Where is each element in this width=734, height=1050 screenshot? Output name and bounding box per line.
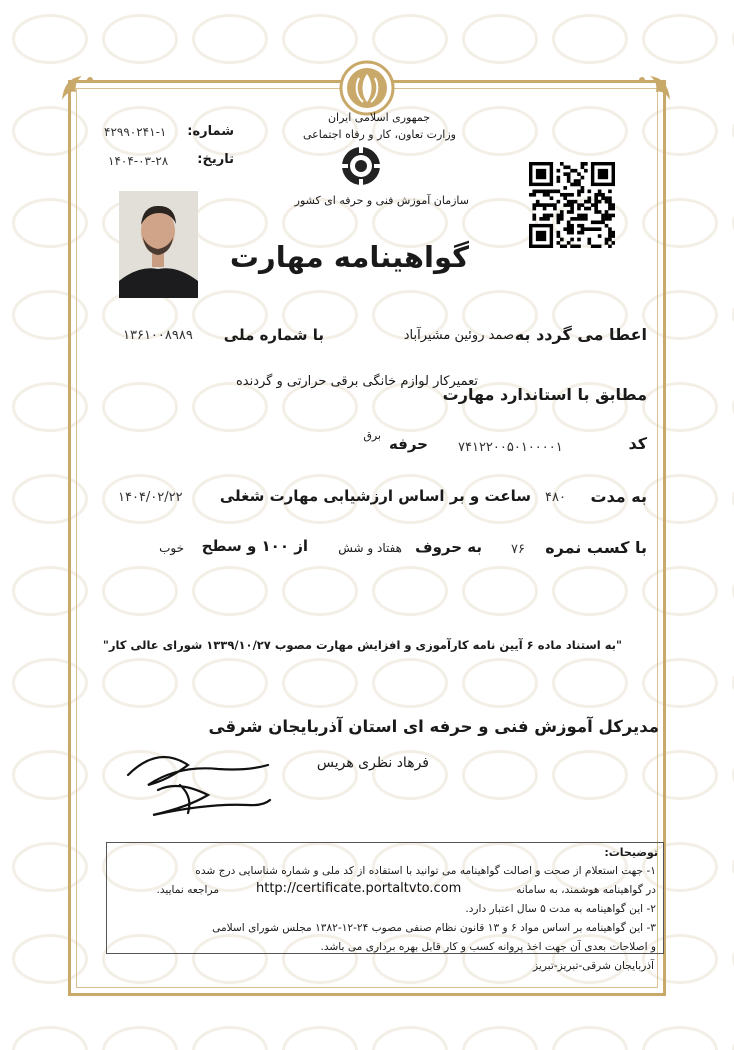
score-value: ۷۶ [511,542,525,557]
notes-heading: توضیحات: [604,846,658,859]
national-emblem-icon [339,60,395,116]
note-1b: در گواهینامه هوشمند، به سامانه [516,884,656,896]
holder-photo [119,191,198,298]
signatory-title: مدیرکل آموزش فنی و حرفه ای استان آذربایجان شرقی [208,717,659,736]
notes-box [106,842,664,954]
corner-ornament-left-icon [60,72,102,102]
trade-label: حرفه [388,435,428,453]
note-2: ۲- این گواهینامه به مدت ۵ سال اعتبار دارد. [465,903,656,915]
corner-ornament-right-icon [630,72,672,102]
score-in-letters: هفتاد و شش [338,541,402,555]
org-name: سازمان آموزش فنی و حرفه ای کشور [294,194,469,207]
number-value: ۴۲۹۹۰۲۴۱-۱ [104,125,167,139]
score-label: با کسب نمره [545,538,647,557]
header-line1: جمهوری اسلامی ایران [327,111,430,124]
number-label: شماره: [187,124,234,139]
trade-value: برق [363,429,381,442]
qr-code-icon [529,162,615,248]
date-label: تاریخ: [197,152,234,167]
granted-label: اعطا می گردد به [514,325,647,344]
note-1a: ۱- جهت استعلام از صحت و اصالت گواهینامه می توانید با استفاده از کد ملی و شماره شناسایی درج شده [195,865,656,877]
certificate-title: گواهینامه مهارت [229,240,469,274]
signatory-name: فرهاد نظری هریس [316,755,429,771]
signature-image [118,735,278,830]
code-value: ۷۴۱۲۲۰۰۵۰۱۰۰۰۰۱ [458,440,563,455]
national-id-label: با شماره ملی [223,326,324,344]
standard-label: مطابق با استاندارد مهارت [442,385,647,404]
issuing-location: آذربایجان شرقی-تبریز-تبریز [533,960,654,972]
note-1c: مراجعه نمایید. [156,884,219,896]
hours-label: ساعت و بر اساس ارزشیابی مهارت شغلی [219,487,531,505]
national-id: ۱۳۶۱۰۰۸۹۸۹ [123,328,193,343]
tvto-logo-icon [340,145,382,187]
duration-value: ۴۸۰ [545,490,566,505]
note-3b: و اصلاحات بعدی آن جهت اخذ پروانه کسب و کار قابل بهره برداری می باشد. [320,941,656,953]
header-line2: وزارت تعاون، کار و رفاه اجتماعی [302,128,456,141]
letters-label: به حروف [415,538,482,556]
note-3a: ۳- این گواهینامه بر اساس مواد ۶ و ۱۳ قانون نظام صنفی مصوب ۲۴-۱۲-۱۳۸۲ مجلس شورای اسلامی [212,922,656,934]
holder-name: صمد روئین مشیرآباد [403,328,514,343]
duration-label: به مدت [590,487,647,506]
verification-url[interactable]: http://certificate.portaltvto.com [256,881,462,896]
code-label: کد [628,434,647,453]
level-value: خوب [159,541,184,555]
legal-basis: "به استناد ماده ۶ آیین نامه کارآموزی و افزایش مهارت مصوب ۱۳۳۹/۱۰/۲۷ شورای عالی کار" [102,638,622,652]
evaluation-date: ۱۴۰۴/۰۲/۲۲ [118,490,183,505]
scale-label: از ۱۰۰ و سطح [201,537,308,555]
standard-name: تعمیرکار لوازم خانگی برقی حرارتی و گردنده [235,374,478,389]
date-value: ۱۴۰۴-۰۳-۲۸ [108,154,169,168]
